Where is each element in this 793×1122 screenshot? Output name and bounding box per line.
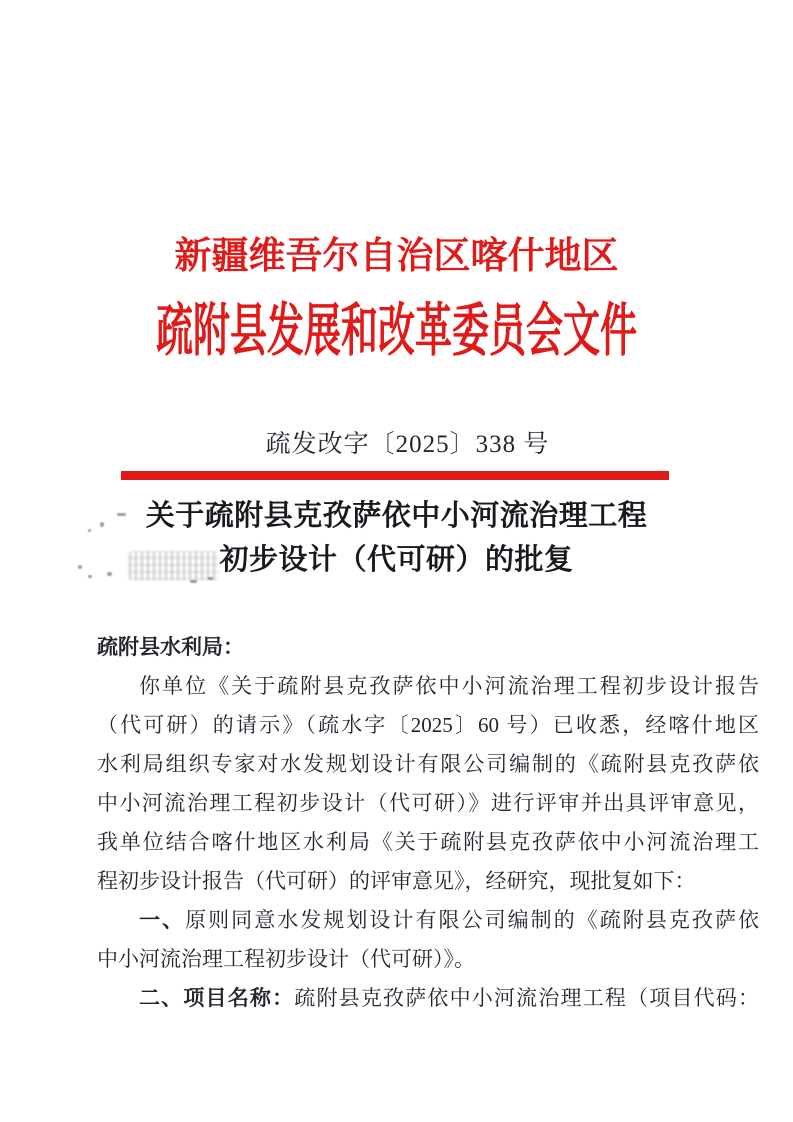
red-divider-rule (121, 471, 669, 480)
body-line (97, 745, 759, 784)
document-title (0, 494, 793, 582)
body-line (97, 979, 759, 1018)
salutation (97, 628, 759, 667)
letterhead-committee-line: 疏附县发展和改革委员会文件 (156, 300, 637, 364)
body (97, 628, 759, 1018)
body-segment: 中小河流治理工程初步设计（代可研）》。 (97, 947, 475, 971)
body-segment-bold: 疏附县水利局： (97, 635, 244, 659)
body-segment: 疏附县克孜萨依中小河流治理工程（项目代码： (294, 986, 759, 1010)
body-segment-bold: 二、项目名称： (139, 986, 295, 1010)
body-line (97, 784, 759, 823)
body-segment: 中小河流治理工程初步设计（代可研）》进行评审并出具评审意见， (97, 791, 759, 815)
body-segment: （代可研）的请示》（疏水字〔2025〕60 号）已收悉，经喀什地区 (97, 713, 759, 737)
title-line-1: 关于疏附县克孜萨依中小河流治理工程 (145, 500, 648, 532)
body-segment: 你单位《关于疏附县克孜萨依中小河流治理工程初步设计报告 (139, 674, 759, 698)
body-line (97, 823, 759, 862)
body-line (97, 901, 759, 940)
body-segment-bold: 一、 (139, 908, 186, 932)
body-segment: 我单位结合喀什地区水利局《关于疏附县克孜萨依中小河流治理工 (97, 830, 759, 854)
body-segment: 原则同意水发规划设计有限公司编制的《疏附县克孜萨依 (185, 908, 759, 932)
body-line (97, 862, 759, 901)
title-line-2: 初步设计（代可研）的批复 (219, 544, 574, 576)
body-segment: 程初步设计报告（代可研）的评审意见》，经研究，现批复如下： (97, 869, 696, 893)
body-line (97, 706, 759, 745)
doc-number: 疏发改字〔2025〕338 号 (265, 431, 550, 458)
body-segment: 水利局组织专家对水发规划设计有限公司编制的《疏附县克孜萨依 (97, 752, 759, 776)
body-line (97, 667, 759, 706)
letterhead-region-line: 新疆维吾尔自治区喀什地区 (174, 236, 619, 277)
body-line (97, 940, 759, 979)
